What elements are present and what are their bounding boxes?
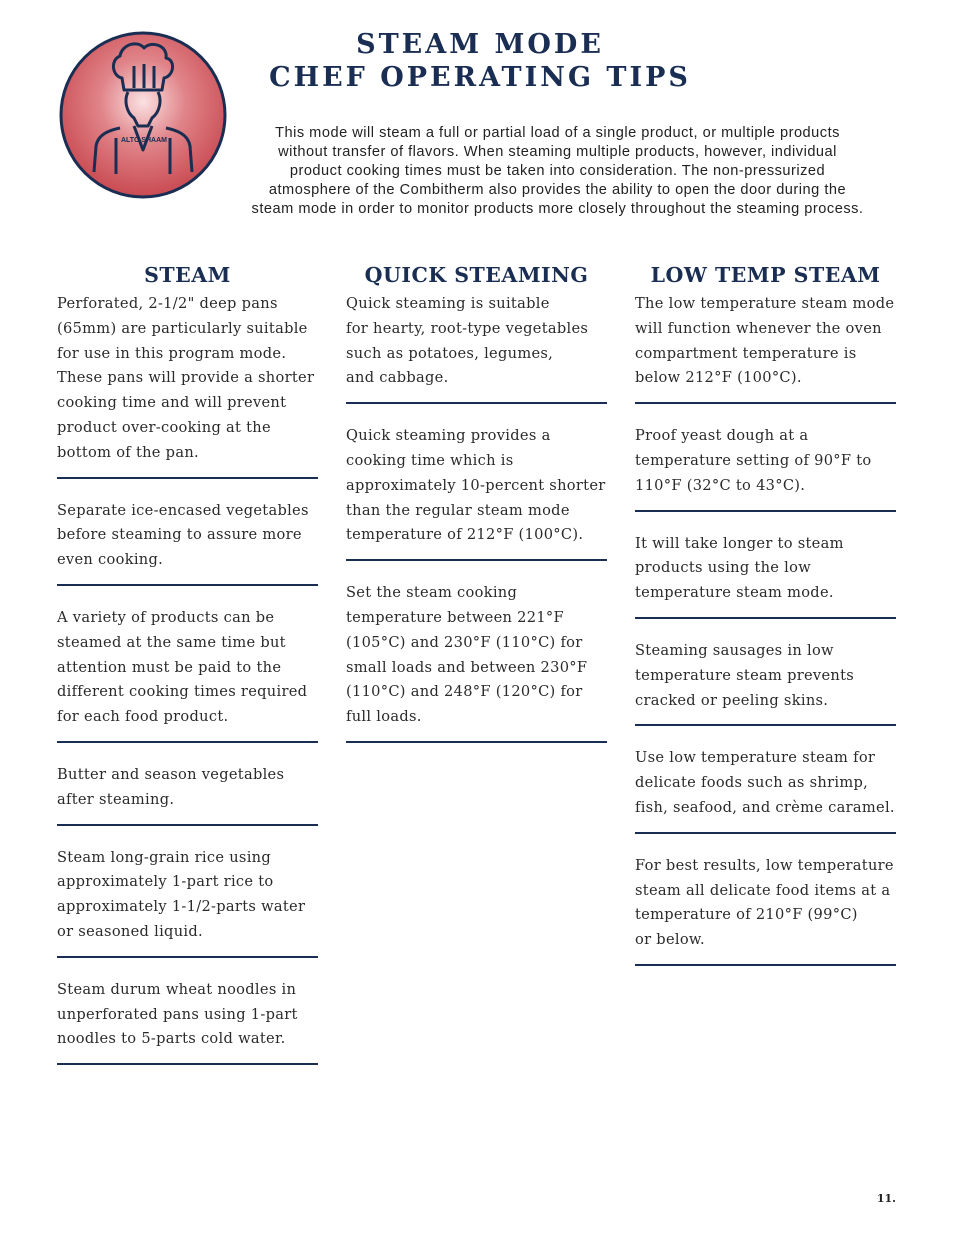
- title-line-1: STEAM MODE: [356, 29, 604, 60]
- tip-line: Use low temperature steam for: [635, 749, 876, 767]
- intro-line: steam mode in order to monitor products more closely throughout the steaming process.: [251, 201, 864, 217]
- tip-line: approximately 1-part rice to: [57, 873, 274, 891]
- tip-line: different cooking times required: [57, 683, 308, 701]
- tip-line: full loads.: [346, 708, 422, 726]
- tip-line: It will take longer to steam: [635, 534, 844, 552]
- tip-line: temperature steam prevents: [635, 666, 855, 684]
- steam-column: [57, 262, 318, 1085]
- steam-heading: STEAM: [144, 263, 231, 287]
- tip-line: bottom of the pan.: [57, 443, 199, 461]
- tip-line: Steam durum wheat noodles in: [57, 980, 297, 998]
- tip-line: Quick steaming provides a: [346, 427, 551, 445]
- tip-line: For best results, low temperature: [635, 856, 894, 874]
- tip-line: temperature steam mode.: [635, 584, 834, 602]
- tip-line: even cooking.: [57, 551, 164, 569]
- tip-line: Quick steaming is suitable: [346, 295, 550, 312]
- tip-line: after steaming.: [57, 790, 175, 808]
- tip-block: [635, 854, 896, 966]
- tip-line: such as potatoes, legumes,: [346, 344, 554, 362]
- tip-line: Perforated, 2-1/2" deep pans: [57, 295, 278, 312]
- tip-block: [57, 499, 318, 586]
- tip-line: (105°C) and 230°F (110°C) for: [346, 633, 583, 651]
- tip-line: Separate ice-encased vegetables: [57, 501, 309, 519]
- tip-line: temperature between 221°F: [346, 608, 564, 626]
- tip-line: Steam long-grain rice using: [57, 848, 272, 866]
- tip-line: noodles to 5-parts cold water.: [57, 1030, 286, 1048]
- title-line-2: CHEF OPERATING TIPS: [269, 62, 691, 93]
- tip-block: [346, 581, 607, 743]
- tip-block: [635, 292, 896, 404]
- chef-logo-icon: [58, 30, 228, 200]
- quick-steaming-tips: [346, 292, 607, 743]
- tip-line: steamed at the same time but: [57, 633, 286, 651]
- low-temp-steam-heading: LOW TEMP STEAM: [650, 263, 881, 287]
- tip-block: [57, 846, 318, 958]
- tip-block: [635, 424, 896, 511]
- tip-line: than the regular steam mode: [346, 501, 570, 519]
- tip-line: The low temperature steam mode: [635, 295, 895, 312]
- intro-line: This mode will steam a full or partial load of a single product, or multiple products: [275, 125, 840, 141]
- tip-block: [635, 532, 896, 619]
- low-temp-steam-column: [635, 262, 896, 986]
- intro-line: product cooking times must be taken into consideration. The non-pressurized: [289, 163, 826, 179]
- low-temp-steam-tips: [635, 292, 896, 966]
- intro-line: without transfer of flavors. When steaming multiple products, however, individual: [278, 144, 837, 160]
- tip-line: Set the steam cooking: [346, 584, 518, 602]
- tip-line: attention must be paid to the: [57, 658, 282, 676]
- quick-steaming-column: [346, 262, 607, 763]
- tip-line: for each food product.: [57, 708, 229, 726]
- tip-line: products using the low: [635, 559, 812, 577]
- tip-line: temperature of 210°F (99°C): [635, 906, 858, 924]
- tip-line: (110°C) and 248°F (120°C) for: [346, 683, 583, 701]
- tip-line: approximately 10-percent shorter: [346, 476, 606, 494]
- tip-line: and cabbage.: [346, 369, 449, 387]
- intro-paragraph: [205, 124, 910, 219]
- tip-line: or seasoned liquid.: [57, 922, 203, 940]
- tip-line: small loads and between 230°F: [346, 658, 588, 676]
- tip-line: cooking time which is: [346, 451, 514, 469]
- tip-line: for hearty, root-type vegetables: [346, 319, 589, 337]
- tip-line: temperature of 212°F (100°C).: [346, 526, 584, 544]
- tip-line: unperforated pans using 1-part: [57, 1005, 298, 1023]
- tip-line: compartment temperature is: [635, 344, 857, 362]
- tip-line: cooking time and will prevent: [57, 394, 287, 412]
- tip-line: or below.: [635, 931, 705, 949]
- tip-line: will function whenever the oven: [635, 319, 882, 337]
- tip-line: Steaming sausages in low: [635, 641, 834, 659]
- tip-line: A variety of products can be: [57, 608, 275, 626]
- tip-line: temperature setting of 90°F to: [635, 451, 872, 469]
- tip-line: below 212°F (100°C).: [635, 369, 802, 387]
- tip-line: 110°F (32°C to 43°C).: [635, 476, 806, 494]
- tip-line: steam all delicate food items at a: [635, 881, 891, 899]
- intro-line: atmosphere of the Combitherm also provides the ability to open the door during the: [268, 182, 847, 198]
- page-number: 11.: [876, 1192, 896, 1205]
- tip-line: cracked or peeling skins.: [635, 691, 829, 709]
- tip-block: [635, 746, 896, 833]
- tip-line: product over-cooking at the: [57, 418, 271, 436]
- tip-block: [57, 606, 318, 743]
- tip-line: Butter and season vegetables: [57, 765, 285, 783]
- tip-block: [635, 639, 896, 726]
- tip-line: before steaming to assure more: [57, 526, 302, 544]
- tip-block: [57, 763, 318, 826]
- tip-block: [346, 424, 607, 561]
- tip-line: (65mm) are particularly suitable: [57, 319, 308, 337]
- tip-block: [57, 292, 318, 479]
- page-title: [240, 28, 720, 94]
- tip-line: Proof yeast dough at a: [635, 427, 809, 445]
- tip-block: [346, 292, 607, 404]
- tip-line: These pans will provide a shorter: [57, 369, 315, 387]
- tip-line: approximately 1-1/2-parts water: [57, 898, 306, 916]
- tip-line: fish, seafood, and crème caramel.: [635, 798, 895, 816]
- steam-tips: [57, 292, 318, 1065]
- tip-line: delicate foods such as shrimp,: [635, 774, 869, 792]
- quick-steaming-heading: QUICK STEAMING: [364, 263, 589, 287]
- logo-text: ALTO SHAAM: [120, 137, 168, 144]
- tip-line: for use in this program mode.: [57, 344, 287, 362]
- tip-block: [57, 978, 318, 1065]
